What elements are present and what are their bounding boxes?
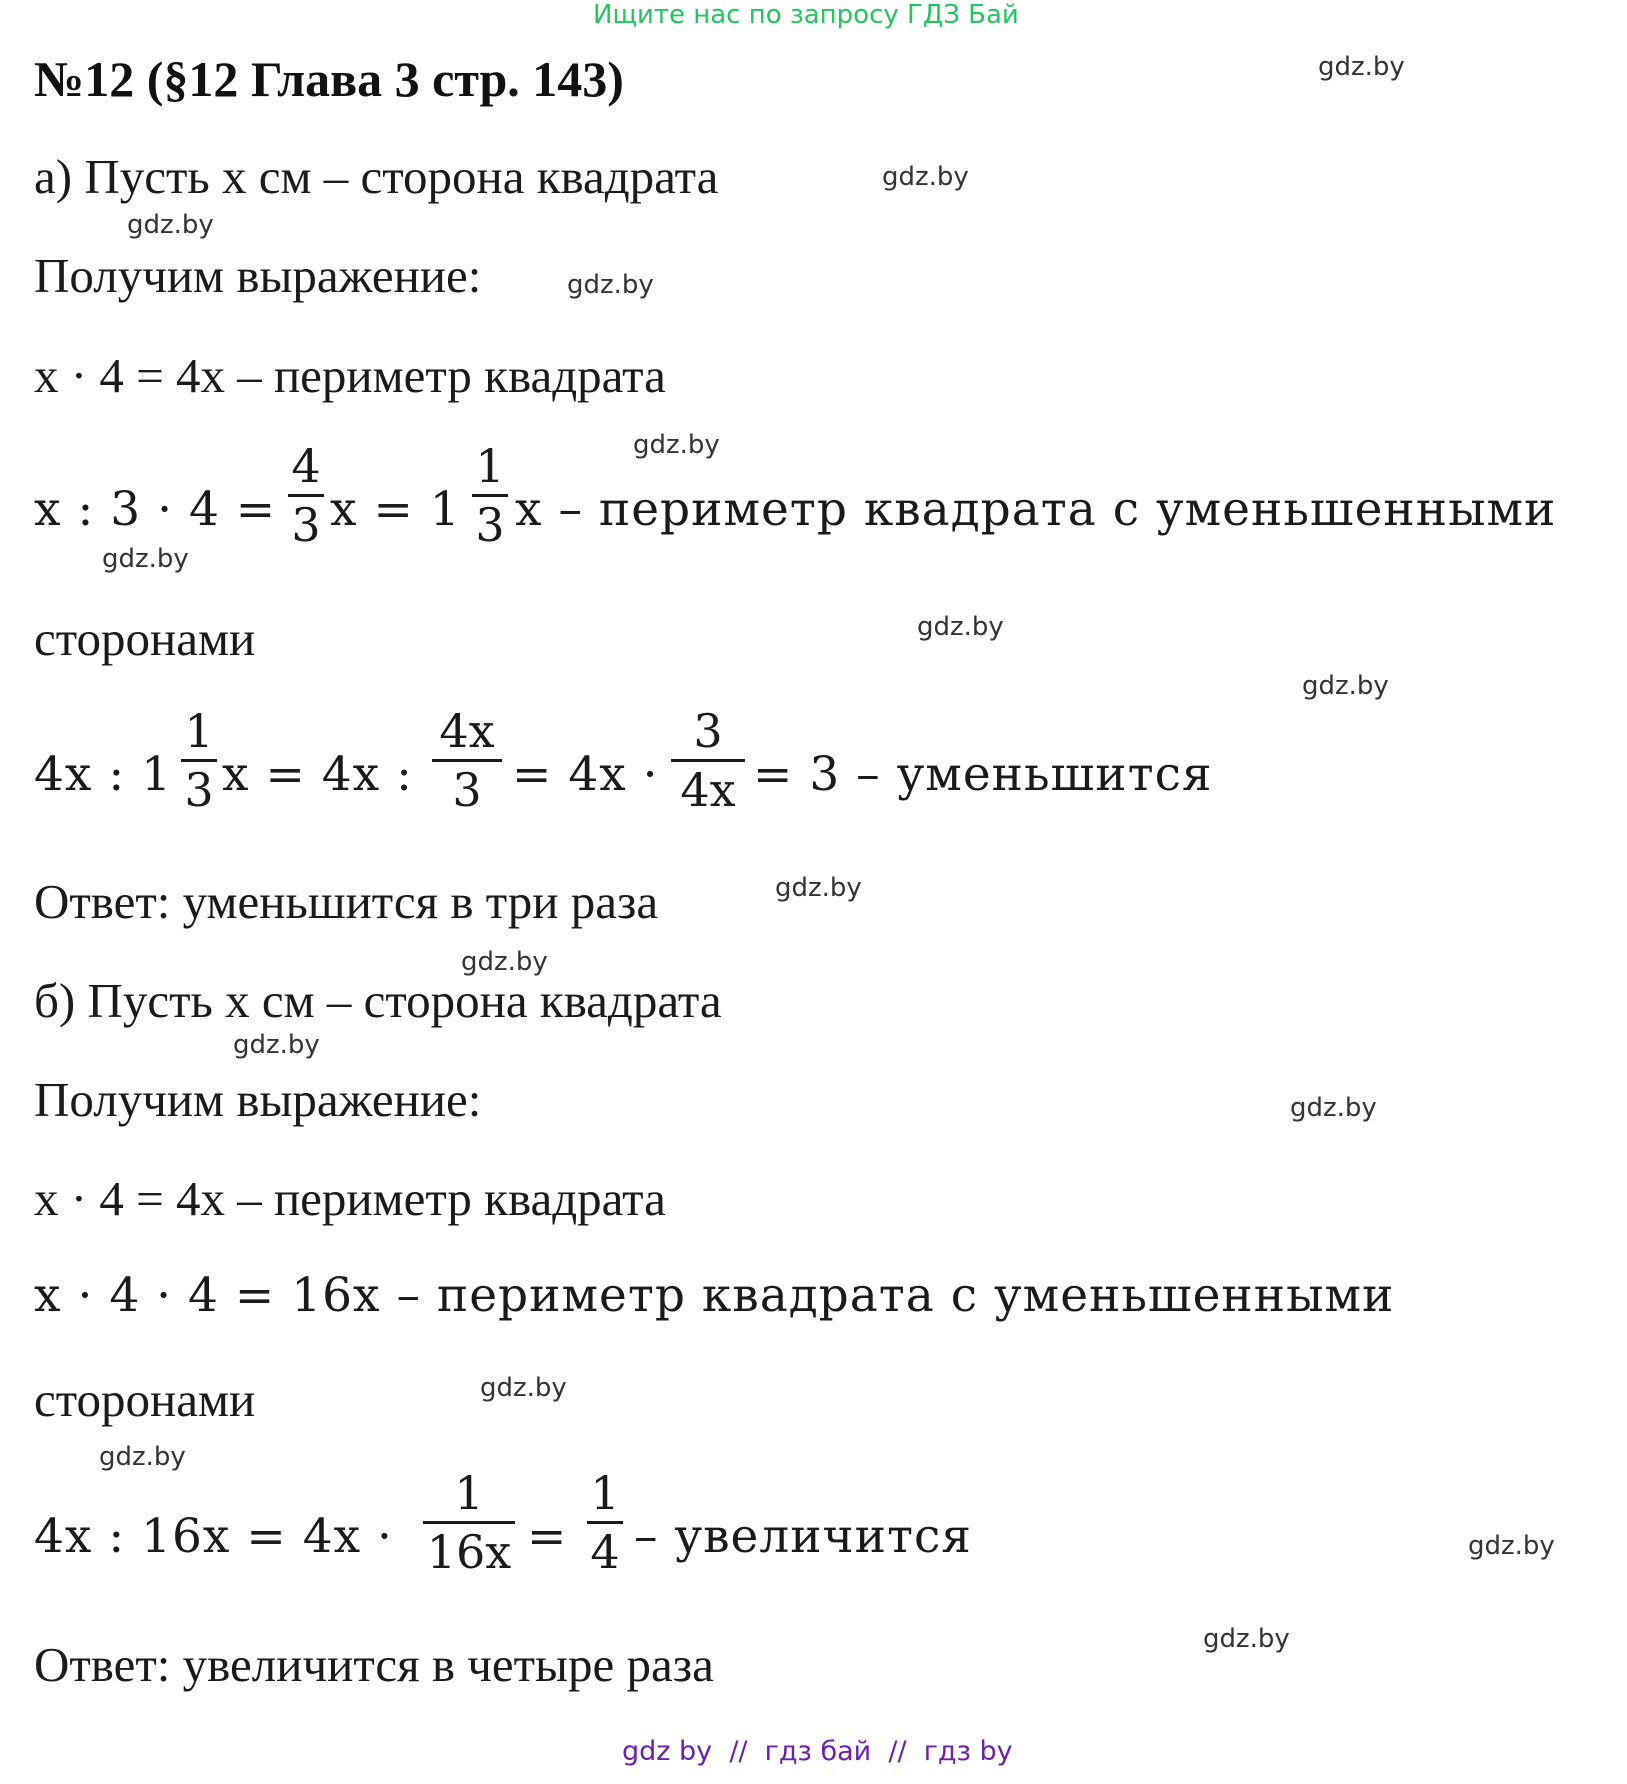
fraction xyxy=(671,705,745,816)
fraction-bar xyxy=(423,1521,515,1524)
watermark: gdz.by xyxy=(1318,52,1405,82)
watermark: gdz.by xyxy=(233,1030,320,1060)
watermark: gdz.by xyxy=(882,162,969,192)
denominator: 3 xyxy=(291,498,321,552)
watermark: gdz.by xyxy=(633,430,720,460)
fraction-bar xyxy=(587,1521,623,1524)
denominator: 3 xyxy=(475,498,505,552)
numerator: 1 xyxy=(590,1466,620,1520)
part-b-intro: б) Пусть x см – сторона квадрата xyxy=(34,973,722,1028)
part-a-intro: а) Пусть x см – сторона квадрата xyxy=(34,149,719,204)
watermark: gdz.by xyxy=(1290,1093,1377,1123)
part-a-answer: Ответ: уменьшится в три раза xyxy=(34,874,659,929)
part-b-line3-rest: – увеличится xyxy=(634,1509,972,1564)
part-a-expression-label: Получим выражение: xyxy=(34,248,482,303)
numerator: 4 xyxy=(291,439,321,493)
part-a-line3-rest: = 3 – уменьшится xyxy=(753,747,1213,802)
fraction-bar xyxy=(432,759,502,762)
fraction xyxy=(472,440,508,551)
watermark: gdz.by xyxy=(917,612,1004,642)
fraction-bar xyxy=(472,494,508,497)
numerator: 1 xyxy=(454,1466,484,1520)
watermark: gdz.by xyxy=(1302,671,1389,701)
denominator: 16x xyxy=(426,1525,512,1579)
watermark: gdz.by xyxy=(480,1373,567,1403)
watermark: gdz.by xyxy=(99,1442,186,1472)
fraction-bar xyxy=(288,494,324,497)
part-b-line2-continuation: сторонами xyxy=(34,1372,256,1427)
numerator: 4x xyxy=(439,704,495,758)
numerator: 1 xyxy=(475,439,505,493)
part-b-answer: Ответ: увеличится в четыре раза xyxy=(34,1637,714,1692)
part-a-line2-mid: x = 1 xyxy=(330,482,461,537)
watermark: gdz.by xyxy=(461,947,548,977)
part-b-line2: x · 4 · 4 = 16x – периметр квадрата с уменьшенными xyxy=(34,1268,1395,1323)
part-b-expression-label: Получим выражение: xyxy=(34,1072,482,1127)
page-title: №12 (§12 Глава 3 стр. 143) xyxy=(34,51,624,107)
numerator: 3 xyxy=(693,704,723,758)
part-a-line2-lhs: x : 3 · 4 = xyxy=(34,482,277,537)
watermark: gdz.by xyxy=(775,873,862,903)
watermark: gdz.by xyxy=(102,544,189,574)
part-a-line3-mid2: = 4x · xyxy=(512,747,659,802)
part-a-line1: x · 4 = 4x – периметр квадрата xyxy=(34,348,666,403)
numerator: 1 xyxy=(184,704,214,758)
part-b-line3-mid: = xyxy=(527,1509,568,1564)
denominator: 4 xyxy=(590,1525,620,1579)
denominator: 3 xyxy=(184,763,214,817)
fraction xyxy=(432,705,502,816)
fraction-bar xyxy=(671,759,745,762)
footer-links[interactable]: gdz by // гдз бай // гдз by xyxy=(622,1736,1013,1767)
denominator: 4x xyxy=(680,763,736,817)
watermark: gdz.by xyxy=(567,270,654,300)
part-a-line3-mid1: x = 4x : xyxy=(222,747,413,802)
fraction xyxy=(181,705,217,816)
fraction xyxy=(423,1467,515,1578)
fraction xyxy=(288,440,324,551)
fraction-bar xyxy=(181,759,217,762)
top-banner[interactable]: Ищите нас по запросу ГДЗ Бай xyxy=(593,0,1019,30)
part-a-line3-lhs: 4x : 1 xyxy=(34,747,173,802)
fraction xyxy=(587,1467,623,1578)
denominator: 3 xyxy=(452,763,482,817)
part-a-line2-continuation: сторонами xyxy=(34,611,256,666)
part-a-line2-rest: x – периметр квадрата с уменьшенными xyxy=(515,482,1557,537)
watermark: gdz.by xyxy=(1203,1624,1290,1654)
part-b-line3-lhs: 4x : 16x = 4x · xyxy=(34,1509,393,1564)
watermark: gdz.by xyxy=(1468,1531,1555,1561)
watermark: gdz.by xyxy=(127,210,214,240)
part-b-line1: x · 4 = 4x – периметр квадрата xyxy=(34,1171,666,1226)
